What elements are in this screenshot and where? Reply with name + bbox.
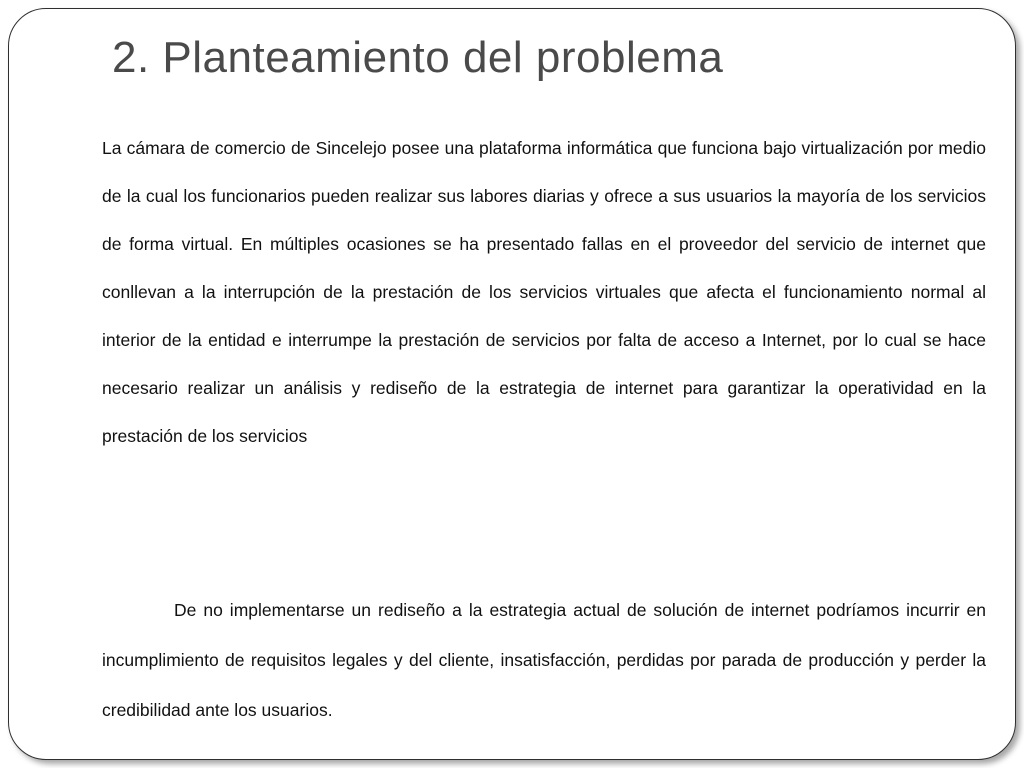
consequence-paragraph: De no implementarse un rediseño a la estrategia actual de solución de internet podríamos incurrir en incumplimiento de requisitos legales y del cliente, insatisfacción, perdidas por parada de producción y perder la credibilidad ante los usuarios. — [102, 600, 986, 720]
slide-title: 2. Planteamiento del problema — [112, 33, 724, 82]
problem-paragraph: La cámara de comercio de Sincelejo posee una plataforma informática que funciona bajo virtualización por medio de la cual los funcionarios pueden realizar sus labores diarias y ofrece a sus usuarios la mayoría de los servicios de forma virtual. En múltiples ocasiones se ha presentado fallas en el proveedor del servicio de internet que conllevan a la interrupción de la prestación de los servicios virtuales que afecta el funcionamiento normal al interior de la entidad e interrumpe la prestación de servicios por falta de acceso a Internet, por lo cual se hace necesario realizar un análisis y rediseño de la estrategia de internet para garantizar la operatividad en la prestación de los servicios — [102, 138, 986, 446]
